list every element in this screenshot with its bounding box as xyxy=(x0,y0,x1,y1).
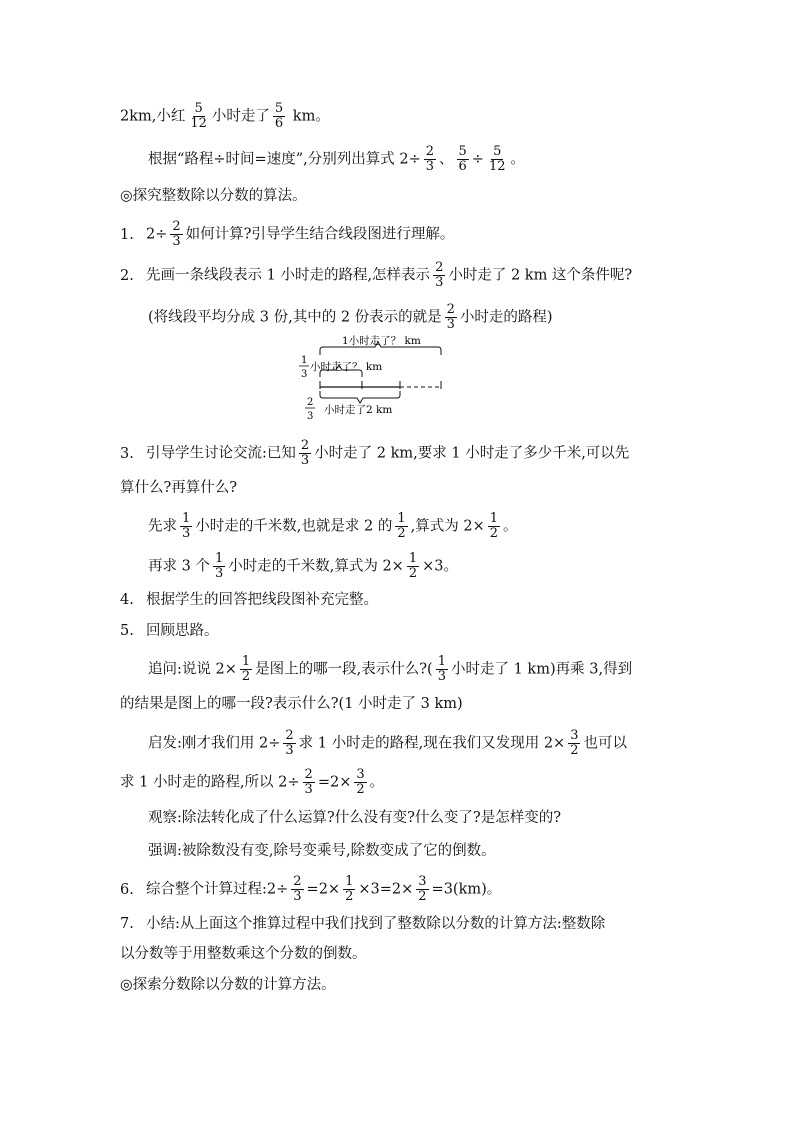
mid-frac-denominator: 3 xyxy=(301,369,308,380)
fraction: $\frac{1}{3}$ xyxy=(437,654,446,684)
text: =2× xyxy=(306,881,341,898)
bottom-brace xyxy=(320,391,400,403)
bot-frac-denominator: 3 xyxy=(307,411,314,422)
fraction: $\frac{5}{6}$ xyxy=(274,101,284,131)
fraction: $\frac{1}{2}$ xyxy=(397,511,406,541)
text: 求 1 小时走的路程,现在我们又发现用 2× xyxy=(298,735,566,752)
text: 2km,小红 xyxy=(120,108,186,125)
text-line xyxy=(148,512,518,541)
text: 小时走了 xyxy=(211,108,270,125)
text: ×3=2× xyxy=(358,881,414,898)
text: 、 xyxy=(439,151,454,168)
text-line: 以分数等于用整数乘这个分数的倒数。 xyxy=(120,946,367,962)
text: 2÷ xyxy=(146,226,168,243)
text: 根据“路程÷时间=速度”,分别列出算式 2÷ xyxy=(148,151,421,168)
text: 。 xyxy=(503,518,518,535)
item-number: 7. xyxy=(120,916,134,932)
text: ×3。 xyxy=(422,558,458,575)
fraction: $\frac{5}{6}$ xyxy=(458,144,467,174)
text-line xyxy=(148,655,632,684)
fraction: $\frac{2}{3}$ xyxy=(304,767,313,797)
item-number: 5. xyxy=(120,623,134,639)
list-item xyxy=(120,875,501,904)
text-line xyxy=(148,729,627,758)
text: 引导学生讨论交流:已知 xyxy=(146,445,296,462)
text-line xyxy=(120,768,384,797)
text: 回顾思路。 xyxy=(146,623,219,639)
fraction: $\frac{2}{3}$ xyxy=(435,260,444,290)
text: =3(km)。 xyxy=(431,881,502,898)
text: 小时走了 2 km,要求 1 小时走了多少千米,可以先 xyxy=(314,445,630,462)
text: 根据学生的回答把线段图补充完整。 xyxy=(146,592,378,608)
text-line xyxy=(148,552,458,581)
list-item xyxy=(120,439,629,468)
text: 综合整个计算过程:2÷ xyxy=(146,881,289,898)
text: 小时走了 1 km)再乘 3,得到 xyxy=(450,661,633,678)
text: 再求 3 个 xyxy=(148,558,210,575)
item-number: 6. xyxy=(120,881,134,898)
text: 也可以 xyxy=(583,735,627,752)
text-line: 观察:除法转化成了什么运算?什么没有变?什么变了?是怎样变的? xyxy=(148,810,561,826)
fraction: $\frac{1}{2}$ xyxy=(489,511,498,541)
list-item xyxy=(120,261,632,290)
text: 是图上的哪一段,表示什么?( xyxy=(255,661,433,678)
text-line xyxy=(120,102,330,131)
fraction: $\frac{2}{3}$ xyxy=(293,874,302,904)
bottom-label: 小时走了2 km xyxy=(324,404,393,416)
item-number: 4. xyxy=(120,592,134,608)
fraction: $\frac{1}{3}$ xyxy=(214,551,224,581)
text: 小时走的千米数,算式为 2× xyxy=(228,558,404,575)
list-item xyxy=(120,621,219,641)
list-item xyxy=(120,590,378,610)
text: (将线段平均分成 3 份,其中的 2 份表示的就是 xyxy=(148,309,442,326)
text: 追问:说说 2× xyxy=(148,661,237,678)
list-item xyxy=(120,220,454,249)
fraction: $\frac{2}{3}$ xyxy=(300,438,310,468)
item-number: 2. xyxy=(120,267,134,284)
text-line xyxy=(148,145,525,174)
fraction: $\frac{3}{2}$ xyxy=(570,728,579,758)
bot-frac-numerator: 2 xyxy=(307,397,314,408)
fraction: $\frac{5}{12}$ xyxy=(190,101,207,131)
fraction: $\frac{2}{3}$ xyxy=(446,302,455,332)
fraction: $\frac{2}{3}$ xyxy=(172,219,181,249)
mid-frac-numerator: 1 xyxy=(301,355,308,366)
mid-label: 小时走了？ km xyxy=(310,361,383,373)
text: 。 xyxy=(510,151,525,168)
text: 小时走了 2 km 这个条件呢? xyxy=(448,267,633,284)
fraction: $\frac{2}{3}$ xyxy=(425,144,434,174)
list-item xyxy=(120,914,605,934)
text: 先求 xyxy=(148,518,177,535)
text: 先画一条线段表示 1 小时走的路程,怎样表示 xyxy=(146,267,431,284)
fraction: $\frac{3}{2}$ xyxy=(418,874,427,904)
text-line: 的结果是图上的哪一段?表示什么?(1 小时走了 3 km) xyxy=(120,696,463,712)
text-line xyxy=(148,303,553,332)
fraction: $\frac{1}{2}$ xyxy=(408,551,418,581)
fraction: $\frac{5}{12}$ xyxy=(488,144,506,174)
text: 。 xyxy=(369,774,385,791)
fraction: $\frac{1}{2}$ xyxy=(345,874,354,904)
fraction: $\frac{2}{3}$ xyxy=(285,728,294,758)
text-line: 强调:被除数没有变,除号变乘号,除数变成了它的倒数。 xyxy=(148,843,496,859)
item-number: 1. xyxy=(120,226,134,243)
fraction: $\frac{3}{2}$ xyxy=(356,767,365,797)
line-segment-diagram xyxy=(290,333,460,423)
section-heading: ◎探索分数除以分数的计算方法。 xyxy=(120,977,336,993)
text: 小时走的路程) xyxy=(459,309,553,326)
top-label: 1小时走了？ km xyxy=(342,335,421,347)
section-heading: ◎探究整数除以分数的算法。 xyxy=(120,188,307,204)
item-number: 3. xyxy=(120,445,134,462)
text: 求 1 小时走的路程,所以 2÷ xyxy=(120,774,300,791)
text: 启发:刚才我们用 2÷ xyxy=(148,735,281,752)
fraction: $\frac{1}{2}$ xyxy=(241,654,251,684)
text: ,算式为 2× xyxy=(410,518,485,535)
text: 如何计算?引导学生结合线段图进行理解。 xyxy=(185,226,455,243)
fraction: $\frac{1}{3}$ xyxy=(182,511,191,541)
text: 小时走的千米数,也就是求 2 的 xyxy=(195,518,393,535)
text: 小结:从上面这个推算过程中我们找到了整数除以分数的计算方法:整数除 xyxy=(146,916,606,932)
text: =2× xyxy=(317,774,352,791)
text: km。 xyxy=(288,108,330,125)
text: ÷ xyxy=(471,151,484,168)
text-line: 算什么?再算什么? xyxy=(120,480,238,496)
